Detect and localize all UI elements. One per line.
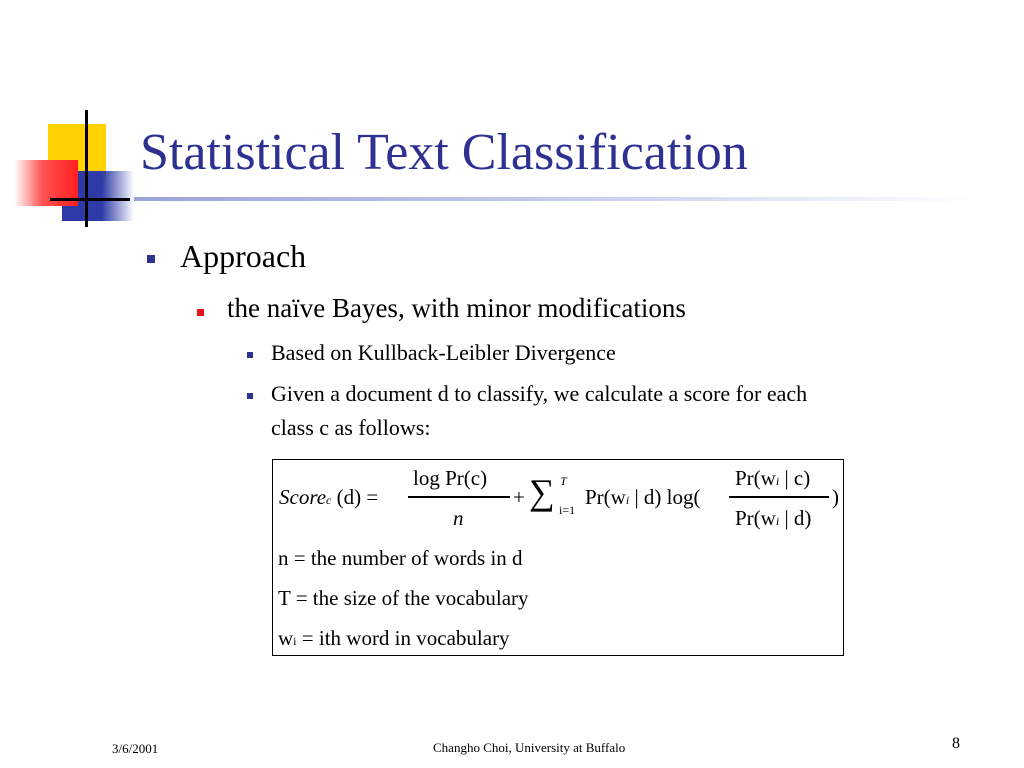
bullet-score-line1: Given a document d to classify, we calculate a score for each	[271, 381, 808, 406]
fraction-bar-2	[729, 496, 829, 498]
bullet-square-icon	[247, 393, 253, 399]
slide-title: Statistical Text Classification	[140, 124, 748, 181]
formula-box	[272, 459, 844, 656]
decor-vertical-line	[85, 110, 88, 227]
bullet-square-icon	[197, 309, 204, 316]
formula-denominator-1: n	[453, 506, 464, 530]
formula-denominator-2: Pr(wi | d)	[735, 506, 812, 530]
definition-t: T = the size of the vocabulary	[278, 586, 529, 610]
bullet-naive-bayes: the naïve Bayes, with minor modifications	[227, 293, 686, 323]
formula-plus: +	[513, 485, 525, 509]
sigma-icon: ∑	[529, 472, 555, 512]
decor-horizontal-line	[50, 198, 130, 201]
bullet-square-icon	[247, 352, 253, 358]
footer-date: 3/6/2001	[112, 741, 159, 756]
page-number: 8	[952, 735, 960, 752]
bullet-approach: Approach	[180, 238, 307, 274]
fraction-bar-1	[408, 496, 510, 498]
bullet-kl-divergence: Based on Kullback-Leibler Divergence	[271, 340, 616, 365]
footer-author: Changho Choi, University at Buffalo	[433, 740, 626, 755]
definition-w: wi = ith word in vocabulary	[278, 626, 510, 650]
formula-term: Pr(wi | d) log(	[585, 485, 701, 509]
bullet-score-line2: class c as follows:	[271, 415, 431, 440]
formula-numerator-2: Pr(wi | c)	[735, 466, 811, 490]
bullet-square-icon	[147, 255, 155, 263]
definition-n: n = the number of words in d	[278, 546, 523, 570]
formula-sigma-top: T	[560, 474, 567, 488]
formula-close-paren: )	[832, 485, 839, 509]
formula-numerator-1: log Pr(c)	[413, 466, 488, 490]
formula-sigma-bottom: i=1	[559, 503, 576, 517]
formula-score: Scorec (d) =	[279, 485, 379, 509]
title-underline	[134, 197, 974, 201]
